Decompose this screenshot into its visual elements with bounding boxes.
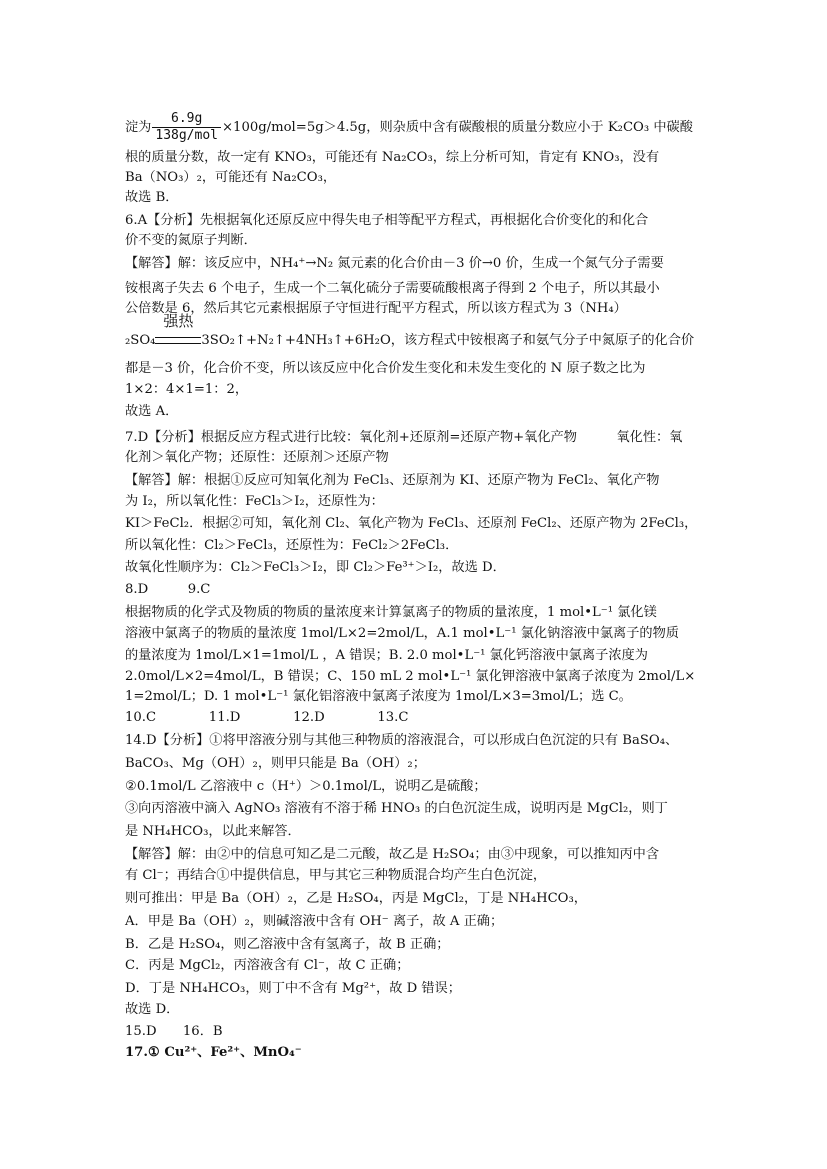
text-line: 6.A【分析】先根据氧化还原反应中得失电子相等配平方程式，再根据化合价变化的和化合 — [125, 213, 649, 228]
text-line: 【解答】解：根据①反应可知氧化剂为 FeCl₃、还原剂为 KI、还原产物为 FeCl₂、氧化产物 — [125, 473, 660, 488]
text-line: 根据物质的化学式及物质的物质的量浓度来计算氯离子的物质的量浓度，1 mol•L⁻¹ 氯化镁 — [125, 605, 657, 620]
line-prefix: ₂SO₄ — [125, 333, 156, 348]
text-line: 故选 B． — [125, 190, 179, 205]
text-line: 10.C 11.D 12.D 13.C — [125, 710, 409, 725]
text-line: 1×2：4×1=1：2， — [125, 382, 249, 397]
text-line: 2.0mol/L×2=4mol/L，B 错误；C、150 mL 2 mol•L⁻¹ 氯化钾溶液中氯离子浓度为 2mol/L× — [125, 669, 696, 684]
text-line: KI＞FeCl₂．根据②可知，氧化剂 Cl₂、氧化产物为 FeCl₃、还原剂 FeCl₂、还原产物为 2FeCl₃， — [125, 516, 698, 531]
text-line: B．乙是 H₂SO₄，则乙溶液中含有氢离子，故 B 正确； — [125, 937, 450, 952]
text-line: 1=2mol/L；D. 1 mol•L⁻¹ 氯化铝溶液中氯离子浓度为 1mol/L×3=3mol/L；选 C。 — [125, 689, 632, 704]
text-line: A．甲是 Ba（OH）₂，则碱溶液中含有 OH⁻ 离子，故 A 正确； — [125, 914, 504, 929]
text-line: 铵根离子失去 6 个电子，生成一个二氧化硫分子需要硫酸根离子得到 2 个电子，所以其最小 — [125, 281, 660, 296]
text-line: 故选 A． — [125, 404, 179, 419]
text-line: 为 I₂，所以氧化性：FeCl₃＞I₂，还原性为： — [125, 494, 384, 509]
text-line: ③向丙溶液中滴入 AgNO₃ 溶液有不溶于稀 HNO₃ 的白色沉淀生成，说明丙是 MgCl₂，则丁 — [125, 801, 668, 816]
text-line — [125, 111, 705, 144]
line-prefix: 淀为 — [125, 120, 152, 135]
reaction-condition-arrow — [155, 312, 201, 344]
text-line: 的量浓度为 1mol/L×1=1mol/L ，A 错误；B. 2.0 mol•L⁻¹ 氯化钙溶液中氯离子浓度为 — [125, 648, 648, 663]
text-line: 17.① Cu²⁺、Fe²⁺、MnO₄⁻ — [125, 1045, 302, 1060]
text-line — [125, 312, 705, 351]
text-line: 是 NH₄HCO₃，以此来解答． — [125, 824, 301, 839]
text-line: 8.D 9.C — [125, 582, 211, 597]
text-line: 7.D【分析】根据反应方程式进行比较：氧化剂+还原剂=还原产物+氧化产物 氧化性：氧 — [125, 430, 683, 445]
text-line: 化剂＞氧化产物；还原性：还原剂＞还原产物 — [125, 450, 389, 465]
text-line: 故氧化性顺序为：Cl₂＞FeCl₃＞I₂，即 Cl₂＞Fe³⁺＞I₂，故选 D． — [125, 560, 506, 575]
text-line: 则可推出：甲是 Ba（OH）₂，乙是 H₂SO₄，丙是 MgCl₂，丁是 NH₄HCO₃， — [125, 891, 587, 906]
text-line: 【解答】解：由②中的信息可知乙是二元酸，故乙是 H₂SO₄；由③中现象，可以推知丙中含 — [125, 847, 660, 862]
text-line: BaCO₃、Mg（OH）₂，则甲只能是 Ba（OH）₂； — [125, 756, 426, 771]
fraction — [152, 111, 221, 144]
double-equals-sign — [155, 337, 201, 344]
text-line: 都是－3 价，化合价不变，所以该反应中化合价发生变化和未发生变化的 N 原子数之比为 — [125, 361, 646, 376]
line-suffix: 3SO₂↑+N₂↑+4NH₃↑+6H₂O，该方程式中铵根离子和氨气分子中氮原子的化合价 — [201, 333, 695, 348]
text-line: 【解答】解：该反应中，NH₄⁺→N₂ 氮元素的化合价由－3 价→0 价，生成一个氮气分子需要 — [125, 256, 664, 271]
text-line: 公倍数是 6，然后其它元素根据原子守恒进行配平方程式，所以该方程式为 3（NH₄） — [125, 301, 627, 316]
fraction-denominator: 138g/mol — [155, 128, 218, 143]
text-line: 15.D 16．B — [125, 1024, 223, 1039]
reaction-condition-label: 强热 — [163, 312, 194, 330]
text-line: 溶液中氯离子的物质的量浓度 1mol/L×2=2mol/L，A.1 mol•L⁻¹ 氯化钠溶液中氯离子的物质 — [125, 626, 679, 641]
text-line: 价不变的氮原子判断． — [125, 233, 257, 248]
text-line: 所以氧化性：Cl₂＞FeCl₃，还原性为：FeCl₂＞2FeCl₃． — [125, 538, 459, 553]
text-line: 14.D【分析】①将甲溶液分别与其他三种物质的溶液混合，可以形成白色沉淀的只有 BaSO₄、 — [125, 733, 679, 748]
fraction-numerator: 6.9g — [152, 111, 221, 128]
text-line: 故选 D． — [125, 1002, 180, 1017]
line-suffix: ×100g/mol=5g＞4.5g，则杂质中含有碳酸根的质量分数应小于 K₂CO₃ 中碳酸 — [222, 120, 693, 135]
text-line: ②0.1mol/L 乙溶液中 c（H⁺）＞0.1mol/L，说明乙是硫酸； — [125, 779, 487, 794]
text-line: 根的质量分数，故一定有 KNO₃，可能还有 Na₂CO₃，综上分析可知，肯定有 KNO₃，没有 — [125, 150, 660, 165]
text-line: Ba（NO₃）₂，可能还有 Na₂CO₃， — [125, 170, 337, 185]
text-line: C．丙是 MgCl₂，丙溶液含有 Cl⁻，故 C 正确； — [125, 958, 410, 973]
text-line: D．丁是 NH₄HCO₃，则丁中不含有 Mg²⁺，故 D 错误； — [125, 981, 461, 996]
text-line: 有 Cl⁻；再结合①中提供信息，甲与其它三种物质混合均产生白色沉淀， — [125, 868, 547, 883]
